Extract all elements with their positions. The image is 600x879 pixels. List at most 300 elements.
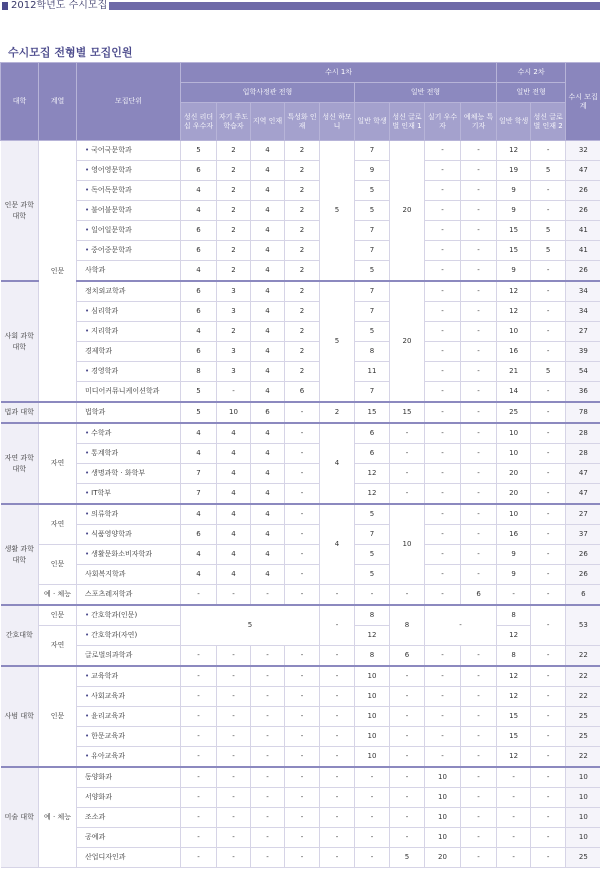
value-cell: 5	[355, 201, 390, 221]
value-cell: -	[461, 402, 497, 423]
value-cell: -	[285, 808, 320, 828]
value-cell: -	[217, 666, 251, 687]
value-cell: -	[425, 464, 461, 484]
value-cell: -	[531, 181, 566, 201]
value-cell: -	[531, 484, 566, 505]
value-cell: -	[320, 585, 355, 606]
department-name: 간호학과(자연)	[91, 631, 138, 639]
total-cell: 6	[566, 585, 600, 606]
value-cell: 12	[355, 626, 390, 646]
value-cell: -	[461, 545, 497, 565]
department-cell	[77, 201, 181, 221]
department-name: 법학과	[85, 408, 106, 416]
value-cell: -	[425, 302, 461, 322]
bullet-icon: •	[85, 489, 90, 497]
value-cell: 2	[285, 201, 320, 221]
total-cell: 41	[566, 241, 600, 261]
value-cell: -	[425, 261, 461, 282]
value-cell: 8	[355, 342, 390, 362]
university-cell: 생활 과학 대학	[1, 504, 39, 605]
value-cell: 20	[425, 848, 461, 868]
value-cell: 2	[285, 281, 320, 302]
value-cell: -	[390, 747, 425, 768]
value-cell: 10	[497, 322, 531, 342]
value-cell: -	[497, 808, 531, 828]
department-name: 생활문화소비자학과	[91, 550, 152, 558]
bullet-icon: •	[85, 530, 90, 538]
value-cell: 15	[497, 707, 531, 727]
value-cell: -	[425, 342, 461, 362]
bullet-icon: •	[85, 449, 90, 457]
col-c1: 성신 리더십 우수자	[181, 103, 217, 141]
value-cell: 5	[355, 181, 390, 201]
value-cell: -	[461, 382, 497, 403]
value-cell: 6	[181, 302, 217, 322]
value-cell: 16	[497, 342, 531, 362]
value-cell: -	[425, 727, 461, 747]
col-c4: 특성화 인재	[285, 103, 320, 141]
department-cell	[77, 261, 181, 282]
department-name: 정치외교학과	[85, 287, 126, 295]
table-row	[1, 484, 600, 505]
value-cell: 4	[181, 565, 217, 585]
value-cell: 15	[355, 402, 390, 423]
total-cell: 27	[566, 322, 600, 342]
department-name: 동양화과	[85, 773, 113, 781]
value-cell: 20	[497, 464, 531, 484]
value-cell: 4	[251, 322, 285, 342]
value-cell: 7	[355, 241, 390, 261]
department-cell	[77, 362, 181, 382]
table-row	[1, 444, 600, 464]
value-cell: -	[461, 281, 497, 302]
value-cell: 4	[251, 141, 285, 161]
table-row	[1, 241, 600, 261]
value-cell: 8	[355, 605, 390, 626]
department-name: 간호학과(인문)	[91, 611, 138, 619]
department-cell	[77, 767, 181, 788]
bullet-icon: •	[85, 672, 90, 680]
value-cell: -	[251, 727, 285, 747]
department-name: 식품영양학과	[91, 530, 132, 538]
value-cell: -	[285, 504, 320, 525]
value-cell: 4	[181, 322, 217, 342]
value-cell: 4	[320, 423, 355, 504]
col-c2: 자기 주도 학습자	[217, 103, 251, 141]
value-cell: 9	[497, 565, 531, 585]
department-cell	[77, 565, 181, 585]
value-cell: 4	[251, 362, 285, 382]
value-cell: -	[531, 322, 566, 342]
bullet-icon: •	[85, 146, 90, 154]
value-cell: -	[531, 444, 566, 464]
bullet-icon: •	[85, 550, 90, 558]
department-name: 생명과학 · 화학부	[91, 469, 146, 477]
department-cell	[77, 322, 181, 342]
value-cell: 4	[181, 444, 217, 464]
col-c7: 성신 글로벌 인재 1	[390, 103, 425, 141]
department-cell	[77, 504, 181, 525]
value-cell: 10	[355, 666, 390, 687]
value-cell: -	[425, 281, 461, 302]
value-cell: -	[531, 423, 566, 444]
value-cell: -	[531, 585, 566, 606]
total-cell: 53	[566, 605, 600, 646]
value-cell: 5	[531, 161, 566, 181]
value-cell: -	[425, 322, 461, 342]
value-cell: 4	[217, 444, 251, 464]
value-cell: 5	[320, 141, 355, 282]
table-row	[1, 201, 600, 221]
value-cell: -	[425, 605, 497, 646]
track-cell: 인문	[39, 666, 77, 767]
value-cell: 2	[217, 201, 251, 221]
table-row	[1, 808, 600, 828]
total-cell: 27	[566, 504, 600, 525]
value-cell: -	[531, 707, 566, 727]
value-cell: -	[531, 342, 566, 362]
value-cell: 4	[251, 201, 285, 221]
department-cell	[77, 161, 181, 181]
department-cell	[77, 605, 181, 626]
total-cell: 26	[566, 261, 600, 282]
value-cell: 5	[181, 402, 217, 423]
value-cell: -	[251, 788, 285, 808]
value-cell: 4	[217, 423, 251, 444]
department-cell	[77, 646, 181, 667]
department-name: 영어영문학과	[91, 166, 132, 174]
table-row	[1, 747, 600, 768]
department-name: 교육학과	[91, 672, 119, 680]
total-cell: 39	[566, 342, 600, 362]
value-cell: 2	[285, 362, 320, 382]
value-cell: 10	[355, 747, 390, 768]
col-c6: 일반 학생	[355, 103, 390, 141]
value-cell: -	[461, 828, 497, 848]
value-cell: 2	[285, 141, 320, 161]
department-name: 윤리교육과	[91, 712, 125, 720]
value-cell: -	[425, 484, 461, 505]
value-cell: -	[251, 747, 285, 768]
value-cell: 2	[217, 161, 251, 181]
value-cell: -	[390, 585, 425, 606]
value-cell: 4	[251, 464, 285, 484]
department-cell	[77, 585, 181, 606]
total-cell: 78	[566, 402, 600, 423]
table-body	[1, 141, 600, 868]
value-cell: -	[217, 848, 251, 868]
value-cell: 8	[390, 605, 425, 646]
value-cell: -	[461, 707, 497, 727]
value-cell: -	[181, 687, 217, 707]
value-cell: -	[531, 545, 566, 565]
department-name: 사학과	[85, 266, 106, 274]
value-cell: -	[285, 666, 320, 687]
bullet-icon: •	[85, 307, 90, 315]
value-cell: 8	[497, 605, 531, 626]
value-cell: 5	[355, 261, 390, 282]
department-cell	[77, 382, 181, 403]
value-cell: 4	[251, 261, 285, 282]
total-cell: 25	[566, 707, 600, 727]
value-cell: -	[461, 808, 497, 828]
value-cell: -	[497, 828, 531, 848]
total-cell: 22	[566, 747, 600, 768]
department-name: 서양화과	[85, 793, 113, 801]
bullet-square-icon	[2, 2, 8, 10]
value-cell: -	[320, 727, 355, 747]
track-cell: 자연	[39, 626, 77, 667]
total-cell: 22	[566, 687, 600, 707]
bullet-icon: •	[85, 732, 90, 740]
bullet-icon: •	[85, 611, 90, 619]
value-cell: 12	[497, 626, 531, 646]
department-cell	[77, 484, 181, 505]
total-cell: 10	[566, 767, 600, 788]
value-cell: -	[285, 545, 320, 565]
value-cell: -	[390, 767, 425, 788]
value-cell: 4	[251, 181, 285, 201]
value-cell: -	[390, 707, 425, 727]
department-cell	[77, 788, 181, 808]
value-cell: -	[390, 666, 425, 687]
value-cell: -	[285, 707, 320, 727]
value-cell: -	[461, 747, 497, 768]
value-cell: 10	[497, 504, 531, 525]
department-name: 글로벌의과학과	[85, 651, 133, 659]
value-cell: 4	[251, 484, 285, 505]
department-name: 미디어커뮤니케이션학과	[85, 387, 160, 395]
value-cell: -	[531, 848, 566, 868]
value-cell: 4	[320, 504, 355, 585]
value-cell: 2	[217, 241, 251, 261]
value-cell: 3	[217, 362, 251, 382]
col-round2: 수시 2차	[497, 63, 566, 83]
value-cell: 7	[355, 525, 390, 545]
value-cell: 2	[285, 221, 320, 241]
value-cell: -	[217, 382, 251, 403]
department-name: 산업디자인과	[85, 853, 126, 861]
value-cell: -	[181, 585, 217, 606]
value-cell: -	[320, 687, 355, 707]
value-cell: -	[390, 484, 425, 505]
value-cell: -	[320, 808, 355, 828]
value-cell: 2	[285, 322, 320, 342]
value-cell: 7	[181, 484, 217, 505]
value-cell: 4	[251, 565, 285, 585]
value-cell: 2	[285, 181, 320, 201]
value-cell: -	[320, 788, 355, 808]
value-cell: -	[531, 687, 566, 707]
table-row	[1, 646, 600, 667]
total-cell: 47	[566, 464, 600, 484]
value-cell: 4	[217, 504, 251, 525]
value-cell: -	[425, 141, 461, 161]
value-cell: 4	[251, 545, 285, 565]
value-cell: 20	[390, 141, 425, 282]
value-cell: 4	[251, 382, 285, 403]
table-row	[1, 402, 600, 423]
value-cell: 4	[251, 281, 285, 302]
value-cell: 2	[217, 141, 251, 161]
value-cell: 10	[390, 504, 425, 585]
col-track: 계열	[39, 63, 77, 141]
value-cell: -	[425, 444, 461, 464]
department-name: 심리학과	[91, 307, 119, 315]
value-cell: 2	[285, 261, 320, 282]
value-cell: -	[461, 342, 497, 362]
value-cell: 9	[497, 261, 531, 282]
value-cell: -	[531, 666, 566, 687]
department-cell	[77, 525, 181, 545]
value-cell: 15	[497, 727, 531, 747]
value-cell: -	[425, 423, 461, 444]
value-cell: -	[461, 221, 497, 241]
col-c3: 지역 인재	[251, 103, 285, 141]
value-cell: -	[425, 525, 461, 545]
department-name: 공예과	[85, 833, 106, 841]
value-cell: -	[217, 808, 251, 828]
department-name: 한문교육과	[91, 732, 125, 740]
value-cell: 6	[181, 241, 217, 261]
col-general-2: 일반 전형	[497, 83, 566, 103]
value-cell: 20	[497, 484, 531, 505]
value-cell: 6	[355, 423, 390, 444]
value-cell: 4	[251, 161, 285, 181]
value-cell: -	[285, 525, 320, 545]
value-cell: -	[285, 848, 320, 868]
total-cell: 10	[566, 788, 600, 808]
value-cell: -	[461, 181, 497, 201]
track-cell: 예 · 체능	[39, 767, 77, 868]
department-cell	[77, 687, 181, 707]
value-cell: 11	[355, 362, 390, 382]
value-cell: 2	[285, 161, 320, 181]
value-cell: -	[285, 767, 320, 788]
value-cell: -	[531, 808, 566, 828]
value-cell: 10	[355, 707, 390, 727]
value-cell: 3	[217, 342, 251, 362]
value-cell: -	[390, 687, 425, 707]
value-cell: -	[181, 666, 217, 687]
department-name: 사회복지학과	[85, 570, 126, 578]
value-cell: -	[285, 788, 320, 808]
value-cell: 6	[181, 221, 217, 241]
value-cell: 4	[251, 241, 285, 261]
value-cell: -	[461, 464, 497, 484]
value-cell: -	[390, 727, 425, 747]
track-cell: 인문	[39, 141, 77, 403]
value-cell: 8	[181, 362, 217, 382]
value-cell: 4	[181, 261, 217, 282]
value-cell: -	[497, 585, 531, 606]
value-cell: 9	[355, 161, 390, 181]
university-cell: 자연 과학 대학	[1, 423, 39, 504]
value-cell: -	[217, 767, 251, 788]
value-cell: -	[461, 727, 497, 747]
value-cell: -	[461, 161, 497, 181]
value-cell: -	[285, 687, 320, 707]
bullet-icon: •	[85, 631, 90, 639]
value-cell: 2	[285, 342, 320, 362]
university-cell: 미술 대학	[1, 767, 39, 868]
value-cell: 3	[217, 302, 251, 322]
value-cell: -	[531, 402, 566, 423]
total-cell: 54	[566, 362, 600, 382]
university-cell: 법과 대학	[1, 402, 39, 423]
value-cell: 2	[217, 322, 251, 342]
value-cell: -	[251, 808, 285, 828]
value-cell: -	[461, 687, 497, 707]
value-cell: -	[181, 788, 217, 808]
value-cell: 5	[531, 241, 566, 261]
table-row	[1, 261, 600, 282]
value-cell: 15	[497, 221, 531, 241]
value-cell: -	[531, 646, 566, 667]
value-cell: 2	[217, 261, 251, 282]
department-name: 사회교육과	[91, 692, 125, 700]
value-cell: -	[390, 423, 425, 444]
value-cell: -	[461, 141, 497, 161]
value-cell: -	[425, 402, 461, 423]
value-cell: 8	[355, 646, 390, 667]
total-cell: 10	[566, 828, 600, 848]
department-name: 중어중문학과	[91, 246, 132, 254]
value-cell: 8	[497, 646, 531, 667]
value-cell: -	[285, 646, 320, 667]
department-name: 독어독문학과	[91, 186, 132, 194]
table-row	[1, 525, 600, 545]
col-c8: 실기 우수자	[425, 103, 461, 141]
value-cell: -	[461, 423, 497, 444]
value-cell: -	[320, 828, 355, 848]
value-cell: 5	[355, 565, 390, 585]
department-cell	[77, 342, 181, 362]
value-cell: 4	[181, 181, 217, 201]
bullet-icon: •	[85, 712, 90, 720]
value-cell: -	[320, 646, 355, 667]
value-cell: 2	[285, 302, 320, 322]
value-cell: -	[425, 362, 461, 382]
total-cell: 36	[566, 382, 600, 403]
value-cell: -	[285, 828, 320, 848]
value-cell: -	[531, 504, 566, 525]
value-cell: -	[461, 322, 497, 342]
value-cell: -	[461, 362, 497, 382]
university-cell: 간호대학	[1, 605, 39, 666]
value-cell: -	[531, 382, 566, 403]
value-cell: 6	[355, 444, 390, 464]
total-cell: 22	[566, 666, 600, 687]
department-name: 경영학과	[91, 367, 119, 375]
university-cell: 사범 대학	[1, 666, 39, 767]
university-cell: 인문 과학 대학	[1, 141, 39, 282]
value-cell: 10	[497, 444, 531, 464]
department-cell	[77, 444, 181, 464]
value-cell: 9	[497, 545, 531, 565]
value-cell: -	[425, 687, 461, 707]
value-cell: 6	[181, 525, 217, 545]
col-admission-officer: 입학사정관 전형	[181, 83, 355, 103]
value-cell: 4	[217, 484, 251, 505]
total-cell: 34	[566, 281, 600, 302]
value-cell: 3	[217, 281, 251, 302]
value-cell: -	[251, 707, 285, 727]
department-name: 지리학과	[91, 327, 119, 335]
value-cell: 6	[181, 161, 217, 181]
value-cell: -	[531, 464, 566, 484]
value-cell: -	[285, 747, 320, 768]
